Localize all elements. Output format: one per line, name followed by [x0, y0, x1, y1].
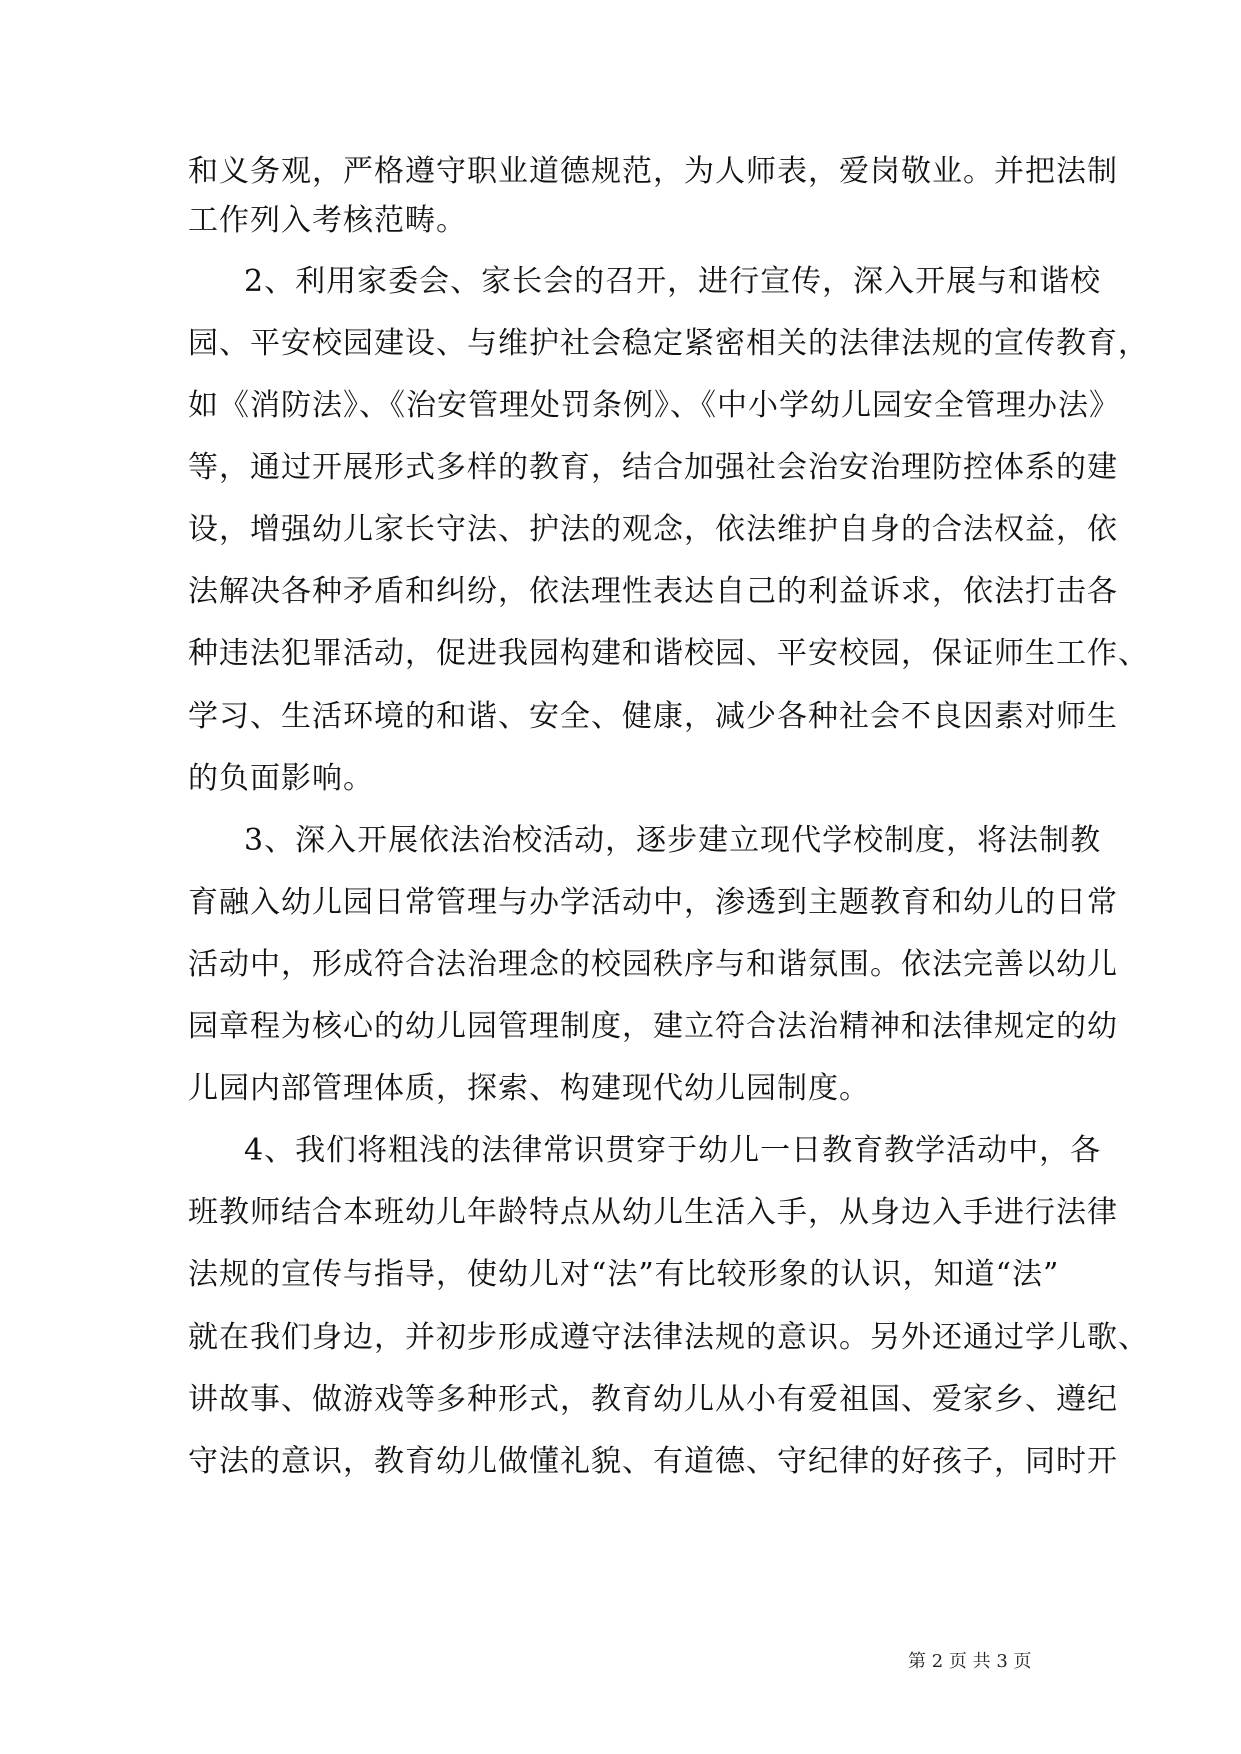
text-line: 工作列入考核范畴。 — [188, 203, 467, 238]
text-line: 和义务观，严格遵守职业道德规范，为人师表，爱岗敬业。并把法制 — [188, 154, 1118, 189]
text-line: 的负面影响。 — [188, 761, 374, 796]
text-line: 学习、生活环境的和谐、安全、健康，减少各种社会不良因素对师生 — [188, 699, 1118, 734]
text-line: 园、平安校园建设、与维护社会稳定紧密相关的法律法规的宣传教育， — [188, 326, 1149, 361]
text-line: 法解决各种矛盾和纠纷，依法理性表达自己的利益诉求，依法打击各 — [188, 574, 1118, 609]
text-line: 种违法犯罪活动，促进我园构建和谐校园、平安校园，保证师生工作、 — [188, 636, 1149, 671]
text-line: 活动中，形成符合法治理念的校园秩序与和谐氛围。依法完善以幼儿 — [188, 947, 1118, 982]
text-line: 班教师结合本班幼儿年龄特点从幼儿生活入手，从身边入手进行法律 — [188, 1195, 1118, 1230]
text-line: 法规的宣传与指导，使幼儿对“法”有比较形象的认识，知道“法” — [188, 1257, 1060, 1292]
paragraph-4-start: 4、我们将粗浅的法律常识贯穿于幼儿一日教育教学活动中，各 — [244, 1133, 1102, 1168]
text-line: 设，增强幼儿家长守法、护法的观念，依法维护自身的合法权益，依 — [188, 512, 1118, 547]
text-line: 守法的意识，教育幼儿做懂礼貌、有道德、守纪律的好孩子，同时开 — [188, 1444, 1118, 1479]
text-line: 如《消防法》、《治安管理处罚条例》、《中小学幼儿园安全管理办法》 — [188, 388, 1120, 423]
text-line: 儿园内部管理体质，探索、构建现代幼儿园制度。 — [188, 1071, 870, 1106]
text-line: 育融入幼儿园日常管理与办学活动中，渗透到主题教育和幼儿的日常 — [188, 885, 1118, 920]
text-line: 就在我们身边，并初步形成遵守法律法规的意识。另外还通过学儿歌、 — [188, 1320, 1149, 1355]
paragraph-2-start: 2、利用家委会、家长会的召开，进行宣传，深入开展与和谐校 — [244, 264, 1102, 299]
paragraph-3-start: 3、深入开展依法治校活动，逐步建立现代学校制度，将法制教 — [244, 823, 1102, 858]
text-line: 园章程为核心的幼儿园管理制度，建立符合法治精神和法律规定的幼 — [188, 1009, 1118, 1044]
text-line: 等，通过开展形式多样的教育，结合加强社会治安治理防控体系的建 — [188, 450, 1118, 485]
page-number-footer: 第 2 页 共 3 页 — [908, 1651, 1032, 1672]
text-line: 讲故事、做游戏等多种形式，教育幼儿从小有爱祖国、爱家乡、遵纪 — [188, 1382, 1118, 1417]
